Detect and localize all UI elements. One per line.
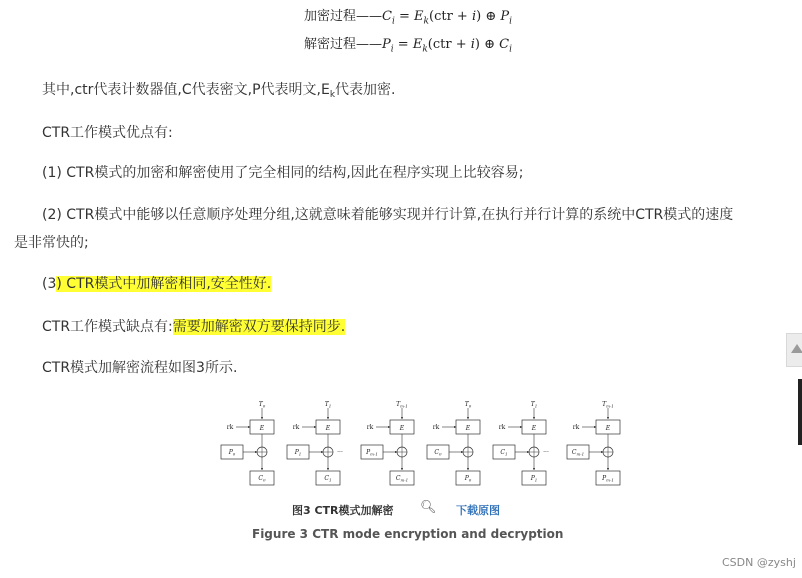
encryption-box-label: E [605, 425, 611, 432]
counter-label: $T_{m-1}$ [602, 401, 614, 409]
output-label: $C_0$ [258, 475, 266, 483]
output-label: $P_{m-1}$ [602, 475, 614, 483]
advantages-title: CTR工作模式优点有: [42, 125, 173, 141]
encryption-box-label: E [531, 425, 537, 432]
input-label: $C_0$ [434, 449, 442, 457]
decrypt-formula: 解密过程$——P_i = E_k(ctr + i)$ ⊕ $C_i$ [304, 37, 512, 55]
key-label: rk [498, 424, 506, 431]
input-label: $P_1$ [294, 449, 302, 457]
csdn-watermark: CSDN @zyshj [722, 556, 796, 569]
advantage-2-line1: (2) CTR模式中能够以任意顺序处理分组,这就意味着能够实现并行计算,在执行并行计算的系统中CTR模式的速度 [42, 207, 734, 223]
encryption-box-label: E [325, 425, 331, 432]
key-label: rk [226, 424, 234, 431]
counter-label: $T_{m-1}$ [396, 401, 408, 409]
encrypt-formula: 加密过程$——C_i = E_k(ctr + i)$ ⊕ $P_i$ [304, 9, 512, 27]
magnifier-zoom-icon[interactable]: 🔍︎ [420, 500, 437, 515]
input-label: $C_1$ [500, 449, 508, 457]
figure-caption-en: Figure 3 CTR mode encryption and decryption [252, 527, 564, 541]
highlighted-text: ) CTR模式中加解密相同,安全性好. [56, 276, 272, 292]
flow-text: CTR模式加解密流程如图3所示. [42, 360, 238, 376]
ellipsis-label: ··· [337, 449, 343, 456]
output-label: $C_1$ [324, 475, 332, 483]
input-label: $P_0$ [228, 449, 236, 457]
ellipsis-label: ··· [543, 449, 549, 456]
figure-caption-cn: 图3 CTR模式加解密 [292, 504, 394, 517]
scrollbar-thumb[interactable] [798, 379, 802, 445]
back-to-top-button[interactable] [786, 333, 802, 367]
advantage-2-line2: 是非常快的; [14, 235, 89, 251]
key-label: rk [366, 424, 374, 431]
encryption-box-label: E [465, 425, 471, 432]
download-original-link[interactable]: 下载原图 [456, 504, 500, 517]
counter-label: $T_1$ [530, 401, 538, 409]
counter-label: $T_0$ [258, 401, 266, 409]
output-label: $P_1$ [530, 475, 538, 483]
definition-paragraph: 其中,ctr代表计数器值,C代表密文,P代表明文$,E_k$代表加密. [42, 82, 396, 100]
highlighted-text: 需要加解密双方要保持同步. [172, 319, 346, 335]
input-label: $C_{m-1}$ [571, 449, 585, 457]
counter-label: $T_0$ [464, 401, 472, 409]
output-label: $C_{m-1}$ [395, 475, 409, 483]
key-label: rk [432, 424, 440, 431]
input-label: $P_{m-1}$ [366, 449, 378, 457]
encryption-box-label: E [399, 425, 405, 432]
advantage-1: (1) CTR模式的加密和解密使用了完全相同的结构,因此在程序实现上比较容易; [42, 165, 524, 181]
output-label: $P_0$ [464, 475, 472, 483]
key-label: rk [572, 424, 580, 431]
counter-label: $T_1$ [324, 401, 332, 409]
advantage-3: (3) CTR模式中加解密相同,安全性好. [42, 276, 272, 292]
key-label: rk [292, 424, 300, 431]
disadvantages: CTR工作模式缺点有:需要加解密双方要保持同步. [42, 319, 346, 335]
ctr-mode-diagram [218, 400, 628, 495]
encryption-box-label: E [259, 425, 265, 432]
